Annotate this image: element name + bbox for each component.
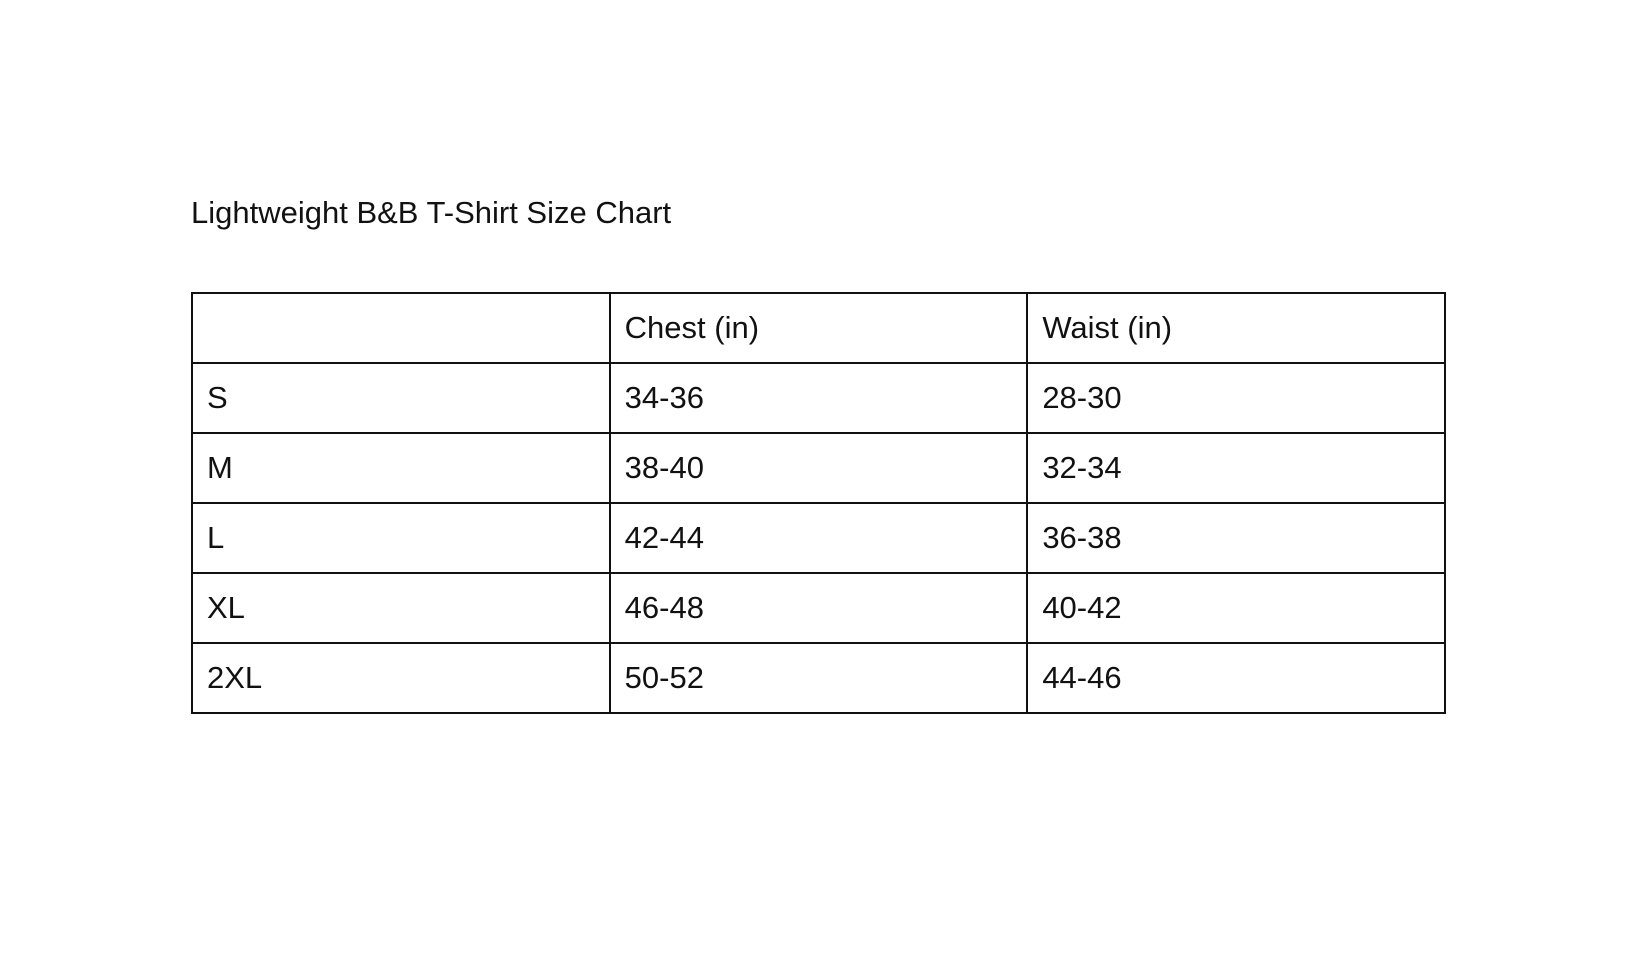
- waist-cell: 44-46: [1027, 643, 1445, 713]
- table-row: [192, 363, 1445, 433]
- chest-cell: 34-36: [610, 363, 1028, 433]
- table-row: [192, 643, 1445, 713]
- waist-cell: 36-38: [1027, 503, 1445, 573]
- header-cell-size: [192, 293, 610, 363]
- size-cell: S: [192, 363, 610, 433]
- size-cell: M: [192, 433, 610, 503]
- size-cell: L: [192, 503, 610, 573]
- chest-cell: 38-40: [610, 433, 1028, 503]
- chest-cell: 46-48: [610, 573, 1028, 643]
- size-cell: 2XL: [192, 643, 610, 713]
- size-cell: XL: [192, 573, 610, 643]
- header-cell-chest: Chest (in): [610, 293, 1028, 363]
- waist-cell: 28-30: [1027, 363, 1445, 433]
- table-row: [192, 433, 1445, 503]
- table-header-row: [192, 293, 1445, 363]
- chest-cell: 42-44: [610, 503, 1028, 573]
- waist-cell: 32-34: [1027, 433, 1445, 503]
- table-row: [192, 573, 1445, 643]
- chest-cell: 50-52: [610, 643, 1028, 713]
- header-cell-waist: Waist (in): [1027, 293, 1445, 363]
- table-row: [192, 503, 1445, 573]
- waist-cell: 40-42: [1027, 573, 1445, 643]
- size-chart-table: [191, 292, 1446, 714]
- page-title: Lightweight B&B T-Shirt Size Chart: [191, 195, 672, 230]
